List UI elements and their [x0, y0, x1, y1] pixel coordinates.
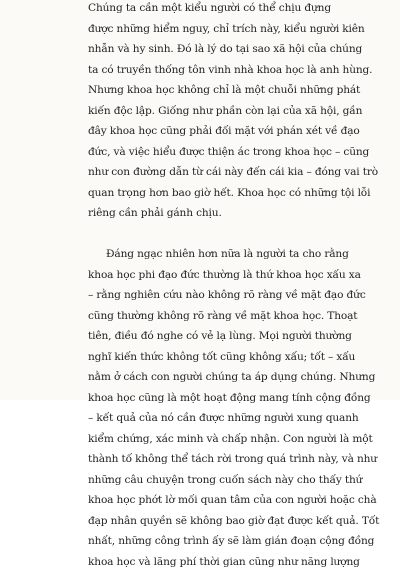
text-line: khoa học phi đạo đức thường là thứ khoa học xấu xa [88, 265, 324, 286]
text-line: Nhưng khoa học không chỉ là một chuỗi những phát [88, 80, 324, 101]
text-line: như con đường dẫn từ cái này đến cái kia – đóng vai trò [88, 162, 324, 183]
paragraph-1 [88, 0, 324, 224]
text-line: nằm ở cách con người chúng ta áp dụng chúng. Nhưng [88, 367, 324, 388]
text-line: đạp nhân quyền sẽ không bao giờ đạt được kết quả. Tốt [88, 511, 324, 532]
text-line: khoa học cũng là một hoạt động mang tính cộng đồng [88, 388, 324, 409]
text-line: khoa học phớt lờ mối quan tâm của con người hoặc chà [88, 490, 324, 511]
text-line: Đáng ngạc nhiên hơn nữa là người ta cho rằng [88, 244, 324, 265]
body-text [88, 0, 324, 572]
paragraph-spacer [88, 224, 324, 245]
text-line: riêng cần phải gánh chịu. [88, 203, 324, 224]
text-line: – rằng nghiên cứu nào không rõ ràng về mặt đạo đức [88, 285, 324, 306]
text-line: kiểm chứng, xác minh và chấp nhận. Con người là một [88, 429, 324, 450]
paragraph-2 [88, 244, 324, 572]
text-line: – kết quả của nó cần được những người xung quanh [88, 408, 324, 429]
text-line: nhẫn và hy sinh. Đó là lý do tại sao xã hội của chúng [88, 39, 324, 60]
text-line: Chúng ta cần một kiểu người có thể chịu đựng [88, 0, 324, 19]
text-line: khoa học và lãng phí thời gian cũng như năng lượng [88, 552, 324, 572]
text-line: đây khoa học cũng phải đối mặt với phán xét về đạo [88, 121, 324, 142]
text-line: thành tố không thể tách rời trong quá trình này, và như [88, 449, 324, 470]
text-line: cũng thường không rõ ràng về mặt khoa học. Thoạt [88, 306, 324, 327]
text-line: quan trọng hơn bao giờ hết. Khoa học có những tội lỗi [88, 183, 324, 204]
text-line: được những hiểm nguy, chỉ trích này, kiểu người kiên [88, 19, 324, 40]
text-line: nhất, những công trình ấy sẽ làm gián đoạn cộng đồng [88, 531, 324, 552]
text-line: ta có truyền thống tôn vinh nhà khoa học là anh hùng. [88, 60, 324, 81]
text-line: đức, và việc hiểu được thiện ác trong khoa học – cũng [88, 142, 324, 163]
text-line: kiến độc lập. Giống như phần còn lại của xã hội, gần [88, 101, 324, 122]
text-line: nghĩ kiến thức không tốt cũng không xấu; tốt – xấu [88, 347, 324, 368]
text-line: tiên, điều đó nghe có vẻ lạ lùng. Mọi người thường [88, 326, 324, 347]
text-line: những câu chuyện trong cuốn sách này cho thấy thứ [88, 470, 324, 491]
